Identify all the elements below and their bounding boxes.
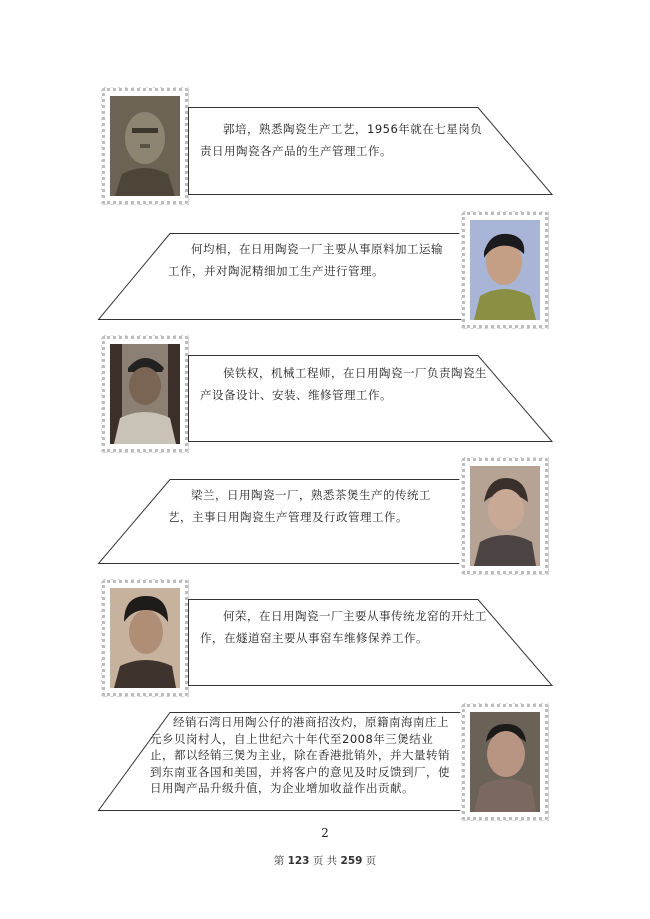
- page-mid: 页 共: [312, 855, 338, 867]
- bubble-text: 侯铁权，机械工程师，在日用陶瓷一厂负责陶瓷生产设备设计、安装、维修管理工作。: [200, 366, 487, 402]
- bubble-text: 何荣，在日用陶瓷一厂主要从事传统龙窑的开灶工作，在燧道窑主要从事窑车维修保养工作。: [200, 609, 487, 645]
- page-indicator: [0, 853, 650, 868]
- page-prefix: 第: [273, 855, 285, 867]
- bubble-text: 梁兰，日用陶瓷一厂，熟悉茶煲生产的传统工艺，主事日用陶瓷生产管理及行政管理工作。: [168, 488, 431, 524]
- stamp-photo-frame: [102, 88, 188, 204]
- portrait-photo: [110, 96, 180, 196]
- page-number: 2: [321, 826, 329, 840]
- portrait-photo: [470, 466, 540, 566]
- page-suffix: 页: [365, 855, 377, 867]
- bubble-text: 郭培，熟悉陶瓷生产工艺，1956年就在七星岗负责日用陶瓷各产品的生产管理工作。: [200, 122, 483, 158]
- current-page: 123: [287, 855, 310, 867]
- portrait-photo: [470, 712, 540, 812]
- total-pages: 259: [340, 855, 363, 867]
- portrait-photo: [110, 588, 180, 688]
- stamp-photo-frame: [462, 212, 548, 328]
- portrait-photo: [470, 220, 540, 320]
- stamp-photo-frame: [462, 704, 548, 820]
- bubble-text: 何均相，在日用陶瓷一厂主要从事原料加工运输工作，并对陶泥精细加工生产进行管理。: [168, 242, 443, 278]
- stamp-photo-frame: [462, 458, 548, 574]
- stamp-photo-frame: [102, 580, 188, 696]
- stamp-photo-frame: [102, 336, 188, 452]
- bubble-text: 经销石湾日用陶公仔的港商招汝灼，原籍南海南庄上元乡贝岗村人，自上世纪六十年代至2008年三煲结业止，都以经销三煲为主业，除在香港批销外，并大量转销到东南亚各国和美国，并将客户的意见及时反馈到厂，使日用陶产品升级升值，为企业增加收益作出贡献。: [150, 715, 450, 795]
- portrait-photo: [110, 344, 180, 444]
